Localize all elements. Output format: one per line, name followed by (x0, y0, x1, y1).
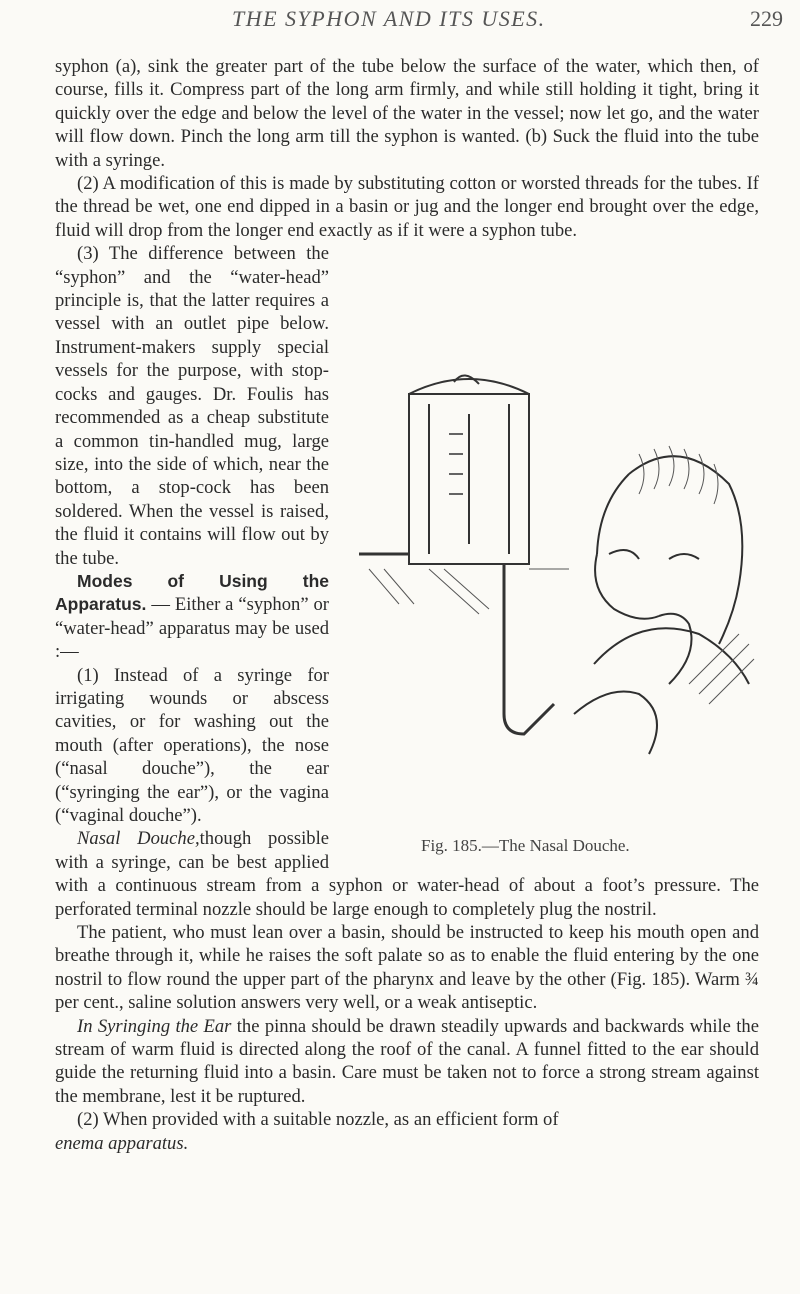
body-text (55, 55, 759, 1155)
paragraph-syringing-ear (55, 1015, 759, 1109)
paragraph-syphon-continued: syphon (a), sink the greater part of the tube below the surface of the water, which then, of course, fills it. Compress part of the long arm firmly, and while still holding it tight, bring it quickly over the edge and below the level of the water in the vessel; now let go, and the water will flow down. Pinch the long arm till the syphon is wanted. (b) Suck the fluid into the tube with a syringe. (55, 56, 759, 171)
paragraph-irrigating: (1) Instead of a syringe for irrigating wounds or abscess cavities, or for washing out the mouth (after operations), the nose (“nasal douche”), the ear (“syringing the ear”), or the vagina (“vaginal douche”). (55, 664, 329, 826)
heading-syringing-ear: In Syringing the Ear (77, 1015, 232, 1037)
page-header (0, 4, 800, 44)
nasal-douche-illustration (339, 354, 759, 824)
page-number: 229 (750, 6, 783, 31)
modes-text: — Either a “syphon” or “water-head” apparatus may be used :— (55, 594, 329, 663)
heading-modes: Modes of Using the Apparatus. (55, 570, 329, 615)
ear-text: the pinna should be drawn steadily upwards and backwards while the stream of warm fluid is directed along the roof of the canal. A funnel fitted to the ear should guide the returning fluid into a basin. Care must be taken not to force a strong stream against the membrane, lest it be ruptured. (55, 1015, 759, 1107)
paragraph-enema (55, 1108, 759, 1155)
running-head: THE SYPHON AND ITS USES. (232, 6, 546, 31)
enema-text: (2) When provided with a suitable nozzle, as an efficient form of (77, 1109, 559, 1131)
paragraph-water-head: (3) The difference between the “syphon” and the “water-head” principle is, that the latter requires a vessel with an outlet pipe below. Instrument-makers supply special vessels for the purpose, with stop-cocks and gauges. Dr. Foulis has recommended as a cheap substitute a common tin-handled mug, large size, into the side of which, near the bottom, a stop-cock has been soldered. When the vessel is raised, the fluid it contains will flow out by the tube. (55, 243, 329, 569)
nasal-text: though possible with a syringe, can be best applied with a continuous stream from a syphon or water-head of about a foot’s pressure. The perforated terminal nozzle should be large enough to completely plug the nostril. (55, 828, 759, 920)
figure-nasal-douche (339, 354, 759, 854)
paragraph-patient: The patient, who must lean over a basin, should be instructed to keep his mouth open and breathe through it, while he raises the soft palate so as to enable the fluid entering by the one nostril to flow round the upper part of the pharynx and leave by the other (Fig. 185). Warm ¾ per cent., saline solution answers very well, or a weak antiseptic. (55, 922, 759, 1014)
paragraph-modification: (2) A modification of this is made by substituting cotton or worsted threads for the tubes. If the thread be wet, one end dipped in a basin or jug and the longer end brought over the edge, fluid will drop from the longer end exactly as if it were a syphon tube. (55, 173, 759, 241)
enema-italic: enema apparatus. (55, 1132, 189, 1154)
figure-caption: Fig. 185.—The Nasal Douche. (421, 836, 630, 856)
heading-nasal-douche: Nasal Douche, (77, 828, 200, 850)
